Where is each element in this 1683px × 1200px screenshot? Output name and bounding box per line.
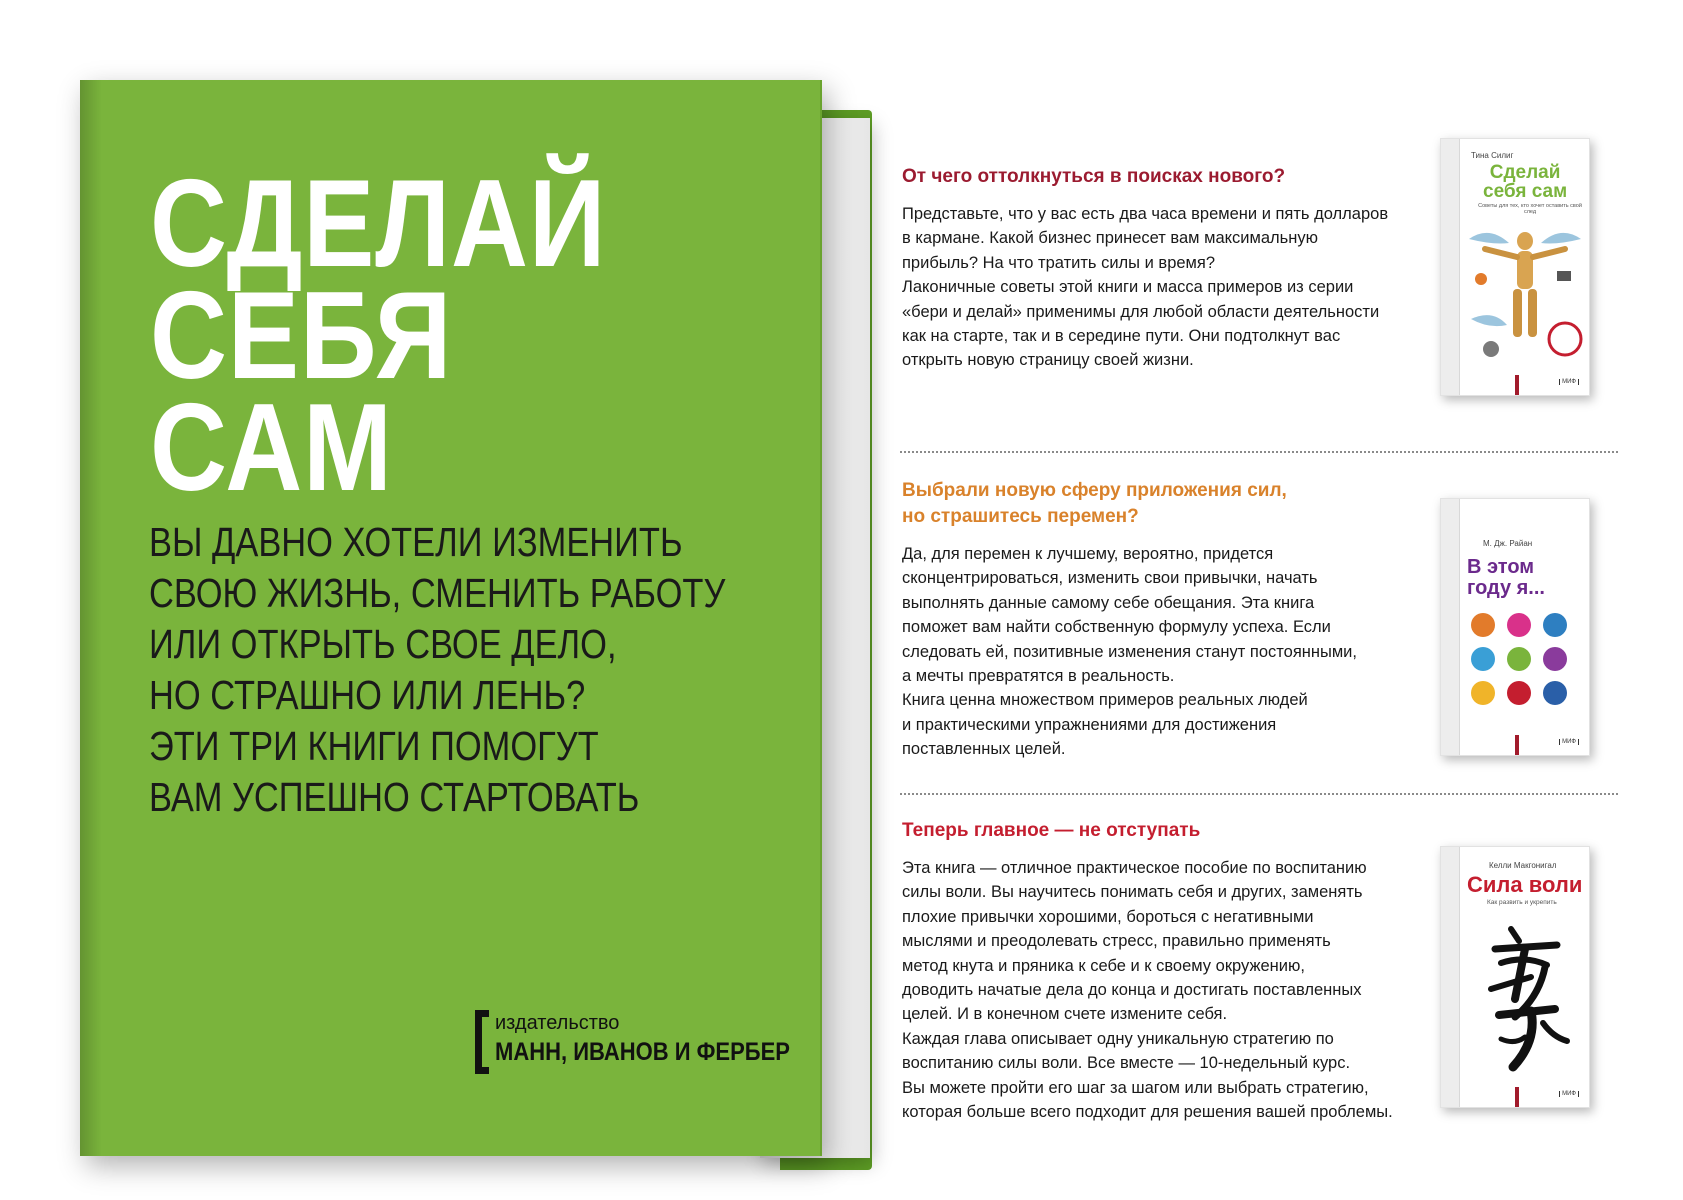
text-line: «бери и делай» применимы для любой области деятельности — [902, 302, 1380, 321]
text-line: а мечты превратятся в реальность. — [902, 667, 1175, 686]
goal-circle — [1507, 647, 1531, 671]
text-line: Книга ценна множеством примеров реальных людей — [902, 691, 1308, 710]
publisher-badge: МИФ — [1559, 739, 1579, 745]
cover-subtitle-line: СВОЮ ЖИЗНЬ, СМЕНИТЬ РАБОТУ — [149, 570, 726, 616]
cover-spine-shade — [80, 80, 102, 1156]
book-title: Сила воли — [1467, 872, 1583, 897]
text-line: Представьте, что у вас есть два часа времени и пять долларов — [902, 205, 1389, 223]
text-line: доводить начатые дела до конца и достигать поставленных — [902, 981, 1362, 1000]
book-thumbnail-v-etom-godu — [1440, 498, 1590, 756]
goal-circle — [1543, 647, 1567, 671]
cover-subtitle-line: ЭТИ ТРИ КНИГИ ПОМОГУТ — [149, 723, 599, 769]
goal-circle — [1471, 613, 1495, 637]
goal-circle — [1507, 613, 1531, 637]
ribbon-bookmark — [1515, 735, 1519, 755]
section-divider — [900, 451, 1618, 453]
publisher-badge: МИФ — [1559, 379, 1579, 385]
cover-subtitle — [149, 517, 725, 823]
cover-title-line: СЕБЯ — [150, 267, 453, 405]
calligraphy-glyph-icon — [1471, 919, 1581, 1079]
book-title — [1483, 163, 1567, 201]
section-heading: Теперь главное — не отступать — [902, 820, 1201, 841]
book-title-line: Сделай — [1489, 162, 1561, 183]
text-line: мыслями и преодолевать стресс, правильно применять — [902, 932, 1331, 951]
book-title-line: В этом — [1467, 556, 1535, 578]
goal-circle — [1543, 613, 1567, 637]
book-spine — [1441, 499, 1460, 755]
book-title — [1467, 557, 1545, 599]
text-line: поставленных целей. — [902, 740, 1066, 759]
main-book-cover — [80, 80, 870, 1180]
text-line: Да, для перемен к лучшему, вероятно, придется — [902, 545, 1274, 563]
illustration-icon — [1465, 219, 1585, 369]
book-author: Келли Макгонигал — [1489, 861, 1557, 870]
book-subtitle: Как развить и укрепить — [1487, 899, 1557, 906]
cover-subtitle-line: ИЛИ ОТКРЫТЬ СВОЕ ДЕЛО, — [149, 621, 617, 667]
text-line: которая больше всего подходит для решения вашей проблемы. — [902, 1103, 1393, 1122]
bracket-icon — [475, 1010, 489, 1074]
publisher-logo — [475, 1008, 795, 1078]
publisher-badge: МИФ — [1559, 1091, 1579, 1097]
book-thumbnail-sdelay — [1440, 138, 1590, 396]
text-line: и практическими упражнениями для достижения — [902, 715, 1277, 734]
cover-subtitle-line: НО СТРАШНО ИЛИ ЛЕНЬ? — [149, 672, 586, 718]
cover-subtitle-line: ВАМ УСПЕШНО СТАРТОВАТЬ — [149, 774, 640, 820]
cover-title-line: СДЕЛАЙ — [150, 155, 607, 293]
text-line: как на старте, так и в середине пути. Они подтолкнут вас — [902, 327, 1341, 346]
goal-circle — [1471, 681, 1495, 705]
text-line: Эта книга — отличное практическое пособие по воспитанию — [902, 859, 1367, 877]
book-author: Тина Силиг — [1471, 151, 1514, 160]
text-line: следовать ей, позитивные изменения станут постоянными, — [902, 642, 1357, 661]
text-line: Вы можете пройти его шаг за шагом или выбрать стратегию, — [902, 1078, 1369, 1097]
publisher-label: издательство — [495, 1012, 620, 1034]
text-line: метод кнута и пряника к себе и к своему окружению, — [902, 956, 1305, 975]
section-heading: От чего оттолкнуться в поисках нового? — [902, 166, 1286, 187]
book-subtitle: Советы для тех, кто хочет оставить свой след — [1478, 203, 1582, 215]
section-divider — [900, 793, 1618, 795]
book-spine — [1441, 139, 1460, 395]
heading-line: но страшитесь перемен? — [902, 506, 1139, 527]
text-line: поможет вам найти собственную формулу успеха. Если — [902, 618, 1331, 637]
text-line: в кармане. Какой бизнес принесет вам максимальную — [902, 229, 1318, 248]
text-line: открыть новую страницу своей жизни. — [902, 351, 1194, 370]
book-title-line: году я... — [1467, 577, 1545, 599]
text-line: воспитанию силы воли. Все вместе — 10-недельный курс. — [902, 1054, 1351, 1073]
ribbon-bookmark — [1515, 1087, 1519, 1107]
publisher-name: МАНН, ИВАНОВ И ФЕРБЕР — [495, 1038, 790, 1066]
heading-line: Выбрали новую сферу приложения сил, — [902, 480, 1287, 501]
cover-subtitle-line: ВЫ ДАВНО ХОТЕЛИ ИЗМЕНИТЬ — [149, 519, 683, 565]
goal-circle — [1471, 647, 1495, 671]
ribbon-bookmark — [1515, 375, 1519, 395]
text-line: плохие привычки хорошими, бороться с негативными — [902, 907, 1314, 926]
text-line: целей. И в конечном счете измените себя. — [902, 1005, 1228, 1024]
book-spine — [1441, 847, 1460, 1107]
cover-title — [150, 155, 607, 517]
goal-circle — [1507, 681, 1531, 705]
cover-title-line: САМ — [150, 379, 393, 517]
text-line: выполнять данные самому себе обещания. Эта книга — [902, 593, 1315, 612]
text-line: Каждая глава описывает одну уникальную стратегию по — [902, 1029, 1334, 1048]
goal-circle — [1543, 681, 1567, 705]
book-author: М. Дж. Райан — [1483, 539, 1533, 548]
text-line: Лаконичные советы этой книги и масса примеров из серии — [902, 278, 1354, 297]
text-line: силы воли. Вы научитесь понимать себя и других, заменять — [902, 883, 1363, 902]
text-line: сконцентрироваться, изменить свои привычки, начать — [902, 569, 1318, 588]
book-thumbnail-sila-voli — [1440, 846, 1590, 1108]
book-front-cover — [80, 80, 822, 1156]
book-title-line: себя сам — [1483, 181, 1568, 202]
text-line: прибыль? На что тратить силы и время? — [902, 253, 1216, 272]
